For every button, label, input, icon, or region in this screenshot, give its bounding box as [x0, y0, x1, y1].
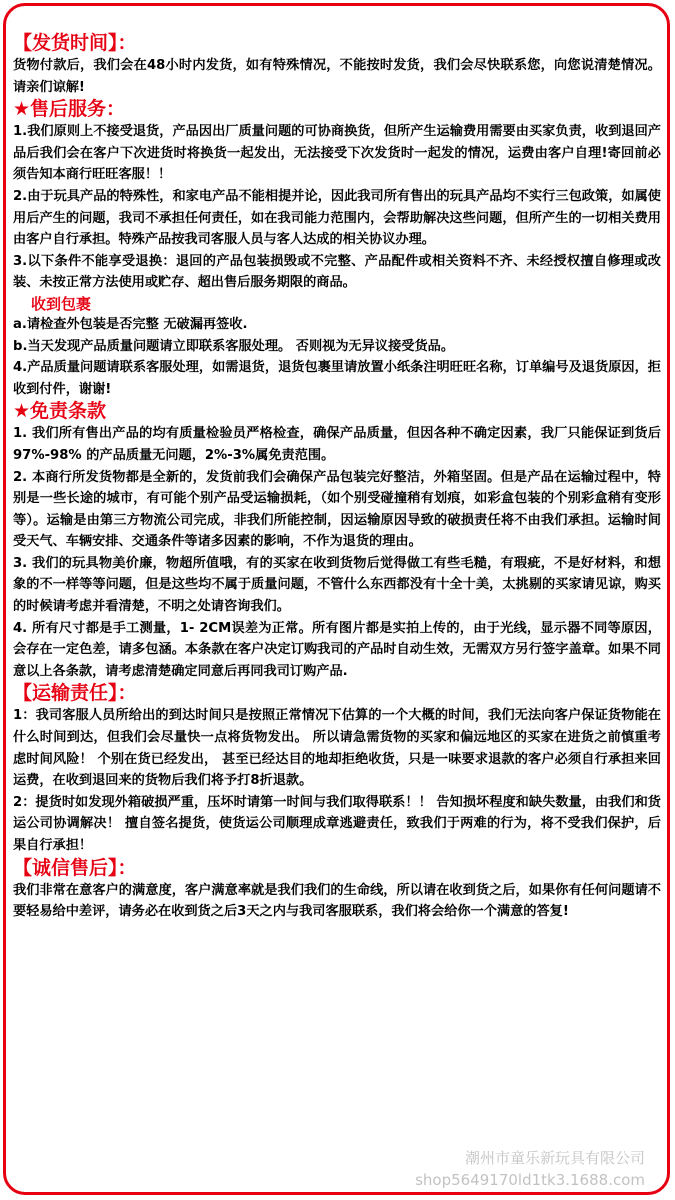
watermark-company: 潮州市童乐新玩具有限公司	[464, 1149, 645, 1167]
paragraph: 2.由于玩具产品的特殊性，和家电产品不能相提并论，因此我司所有售出的玩具产品均不实行三包政策，如属使用后产生的问题，我司不承担任何责任，如在我司能力范围内，会帮助解决这些问题，但所产生的一切相关费用由客户自行承担。特殊产品按我司客服人员与客人达成的相关协议办理。	[13, 188, 661, 248]
paragraph: 3. 我们的玩具物美价廉，物超所值哦，有的买家在收到货物后觉得做工有些毛糙，有瑕疵，不是好材料，和想象的不一样等等问题，但是这些均不属于质量问题，不管什么东西都没有十全十美，太挑剔的买家请见谅，购买的时候请考虑并看清楚，不明之处请咨询我们。	[13, 555, 661, 615]
section-disclaimer	[13, 400, 661, 682]
section-integrity-after-sales	[13, 857, 661, 923]
paragraph: 4.产品质量问题请联系客服处理，如需退货，退货包裹里请放置小纸条注明旺旺名称，订单编号及退货原因，拒收到付件，谢谢!	[13, 360, 661, 397]
section-title: ★免责条款	[13, 400, 107, 423]
policy-content	[13, 32, 661, 923]
watermark-url: shop5649170ld1tk3.1688.com	[415, 1171, 645, 1189]
paragraph: a.请检查外包装是否完整 无破漏再签收.	[13, 316, 248, 332]
paragraph: 1：我司客服人员所给出的到达时间只是按照正常情况下估算的一个大概的时间，我们无法向客户保证货物能在什么时间到达，但我们会尽量快一点将货物发出。 所以请急需货物的买家和偏远地区的买家在进货之前慎重考虑时间风险！ 个别在货已经发出， 甚至已经达目的地却拒绝收货，只是一味要求退款的客户必须自行承担来回运费，在收到退回来的货物后我们将予打8折退款。	[13, 708, 661, 789]
paragraph: 1.我们原则上不接受退货，产品因出厂质量问题的可协商换货，但所产生运输费用需要由买家负责，收到退回产品后我们会在客户下次进货时将换货一起发出，无法接受下次发货时一起发的情况，运费由客户自理!寄回前必须告知本商行旺旺客服！！	[13, 124, 661, 183]
paragraph: 2. 本商行所发货物都是全新的，发货前我们会确保产品包装完好整洁，外箱坚固。但是产品在运输过程中，特别是一些长途的城市，有可能个别产品受运输损耗，（如个别受碰撞稍有划痕，如彩盒包装的个别彩盒稍有变形等）。运输是由第三方物流公司完成，非我们所能控制，因运输原因导致的破损责任将不由我们承担。运输时间受天气、车辆安排、交通条件等诸多因素的影响，不作为退货的理由。	[13, 469, 661, 550]
paragraph: 1. 我们所有售出产品的均有质量检验员严格检查，确保产品质量，但因各种不确定因素，我厂只能保证到货后97%-98% 的产品质量无问题，2%-3%属免责范围。	[13, 426, 661, 463]
paragraph: 3.以下条件不能享受退换：退回的产品包装损毁或不完整、产品配件或相关资料不齐、未经授权擅自修理或改装、未按正常方法使用或贮存、超出售后服务期限的商品。	[13, 253, 661, 291]
section-shipping-time	[13, 32, 661, 98]
section-title: ★售后服务：	[13, 98, 126, 121]
subsection-title: 收到包裹	[31, 294, 92, 313]
paragraph: 我们非常在意客户的满意度，客户满意率就是我们我们的生命线，所以请在收到货之后，如果你有任何问题请不要轻易给中差评，请务必在收到货之后3天之内与我司客服联系，我们将会给你一个满意的答复!	[13, 882, 661, 920]
section-title: 【运输责任】：	[13, 682, 137, 705]
section-after-sales	[13, 98, 661, 400]
section-title: 【发货时间】：	[13, 32, 137, 54]
section-shipping-liability	[13, 682, 661, 856]
shop-watermark	[415, 1147, 645, 1191]
paragraph: b.当天发现产品质量问题请立即联系客服处理。 否则视为无异议接受货品。	[13, 338, 455, 354]
paragraph: 4. 所有尺寸都是手工测量，1- 2CM误差为正常。所有图片都是实拍上传的，由于光线，显示器不同等原因，会存在一定色差，请多包涵。本条款在客户决定订购我司的产品时自动生效，无需双方另行签字盖章。如果不同意以上各条款，请考虑清楚确定同意后再同我司订购产品.	[13, 620, 661, 679]
policy-frame	[3, 3, 670, 1195]
subsection-package-received	[13, 294, 661, 400]
paragraph: 2：提货时如发现外箱破损严重，压坏时请第一时间与我们取得联系！！ 告知损坏程度和缺失数量，由我们和货运公司协调解决！ 擅自签名提货，使货运公司顺理成章逃避责任，致我们于两难的行为，将不受我们保护，后果自行承担！	[13, 794, 661, 853]
section-title: 【诚信售后】：	[13, 856, 137, 879]
paragraph: 货物付款后，我们会在48小时内发货，如有特殊情况，不能按时发货，我们会尽快联系您，向您说清楚情况。请亲们谅解!	[13, 58, 661, 95]
